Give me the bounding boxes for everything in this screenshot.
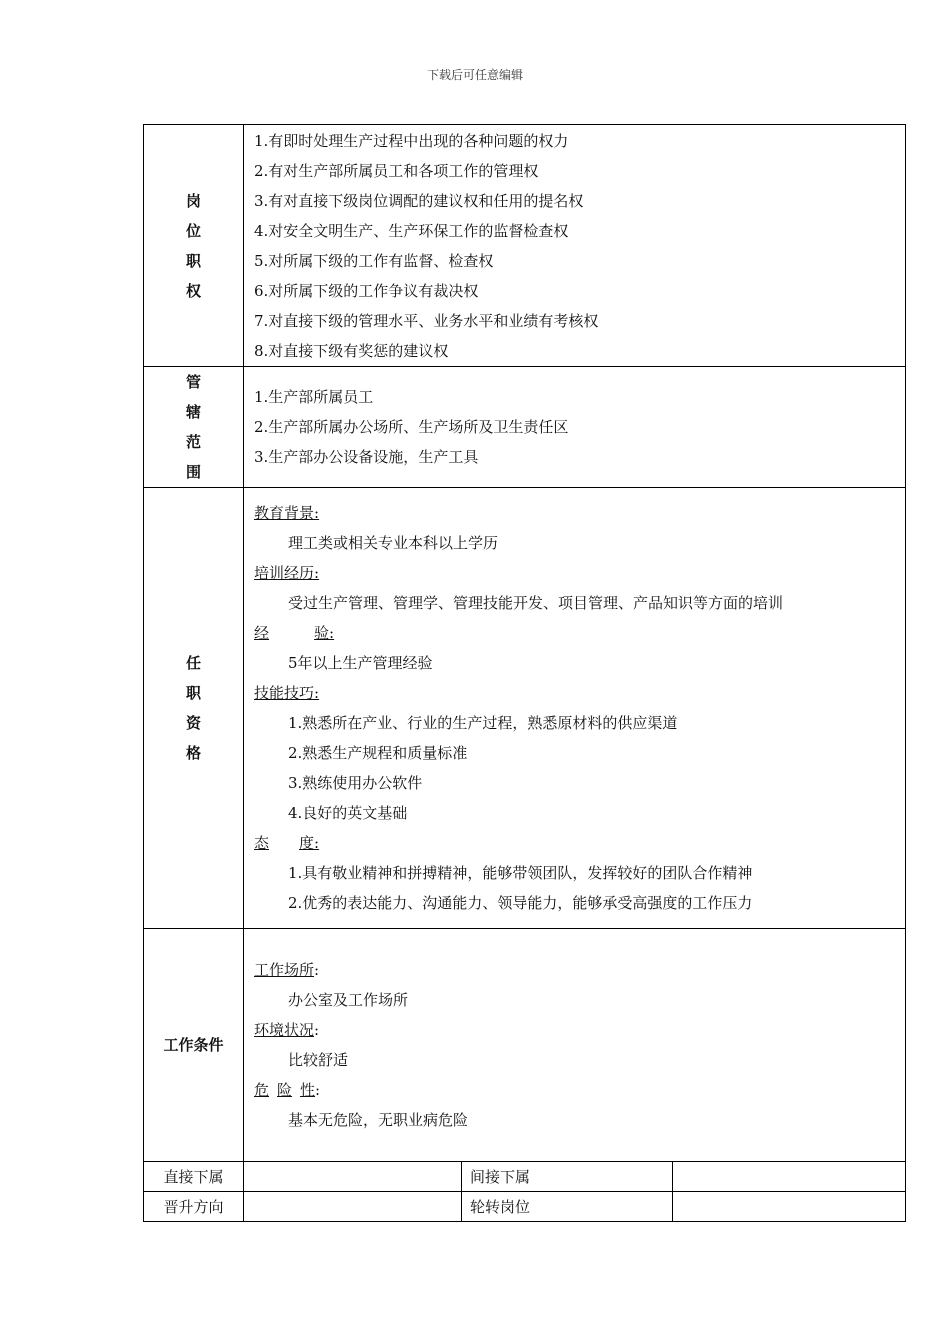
env-label: 环境状况 (254, 1021, 315, 1039)
qualification-content (244, 488, 906, 929)
scope-row (144, 367, 906, 488)
env-text: 比较舒适 (288, 1051, 349, 1069)
authority-item: 7.对直接下级的管理水平、业务水平和业绩有考核权 (254, 311, 599, 330)
indirect-sub-label: 间接下属 (462, 1162, 673, 1192)
scope-label (144, 367, 244, 488)
experience-label-b: 验 (314, 624, 330, 642)
risk-label-b: 险 (277, 1081, 293, 1099)
education-heading: 教育背景: (254, 504, 320, 522)
label-char: 任 (185, 654, 201, 672)
risk-heading: 危 险 性: (254, 1081, 321, 1099)
experience-text: 5年以上生产管理经验 (288, 654, 433, 672)
indirect-sub-value[interactable] (673, 1162, 906, 1192)
attitude-label-a: 态 (254, 834, 270, 852)
subordinates-row (144, 1162, 906, 1192)
authority-item: 6.对所属下级的工作争议有裁决权 (254, 281, 479, 300)
skills-heading: 技能技巧: (254, 684, 320, 702)
training-label: 培训经历 (254, 564, 315, 582)
attitude-item: 1.具有敬业精神和拼搏精神，能够带领团队，发挥较好的团队合作精神 (288, 864, 753, 882)
attitude-label-b: 度 (299, 834, 315, 852)
conditions-row (144, 929, 906, 1162)
place-heading: 工作场所: (254, 961, 320, 979)
env-heading: 环境状况: (254, 1021, 320, 1039)
authority-content (244, 125, 906, 367)
label-char: 职 (185, 251, 201, 270)
label-char: 资 (185, 714, 201, 732)
qualification-row (144, 488, 906, 929)
skill-item: 3.熟练使用办公软件 (288, 774, 423, 792)
authority-row (144, 125, 906, 367)
authority-item: 1.有即时处理生产过程中出现的各种问题的权力 (254, 131, 569, 150)
skills-label: 技能技巧 (254, 684, 315, 702)
direct-sub-value[interactable] (244, 1162, 462, 1192)
label-char: 权 (185, 281, 201, 300)
authority-item: 5.对所属下级的工作有监督、检查权 (254, 251, 494, 270)
label-char: 位 (185, 221, 201, 240)
conditions-label (144, 929, 244, 1162)
label-char: 职 (185, 684, 201, 702)
page-header: 下载后可任意编辑 (426, 68, 523, 82)
risk-label-a: 危 (254, 1081, 270, 1099)
skill-item: 1.熟悉所在产业、行业的生产过程，熟悉原材料的供应渠道 (288, 714, 678, 732)
authority-label (144, 125, 244, 367)
qualification-label (144, 488, 244, 929)
scope-item: 2.生产部所属办公场所、生产场所及卫生责任区 (254, 418, 569, 436)
experience-label-a: 经 (254, 624, 270, 642)
authority-item: 4.对安全文明生产、生产环保工作的监督检查权 (254, 221, 569, 240)
authority-item: 2.有对生产部所属员工和各项工作的管理权 (254, 161, 539, 180)
rotation-value[interactable] (673, 1192, 906, 1222)
attitude-heading: 态 度: (254, 834, 320, 852)
job-description-table (143, 124, 906, 1222)
attitude-item: 2.优秀的表达能力、沟通能力、领导能力，能够承受高强度的工作压力 (288, 894, 753, 912)
training-heading: 培训经历: (254, 564, 320, 582)
label-char: 管 (185, 373, 201, 391)
promotion-value[interactable] (244, 1192, 462, 1222)
label-char: 格 (185, 744, 201, 762)
direct-sub-label: 直接下属 (144, 1162, 244, 1192)
conditions-content (244, 929, 906, 1162)
label-char: 辖 (185, 403, 201, 421)
rotation-label: 轮转岗位 (462, 1192, 673, 1222)
scope-item: 3.生产部办公设备设施，生产工具 (254, 448, 479, 466)
experience-heading: 经 验: (254, 624, 335, 642)
scope-item: 1.生产部所属员工 (254, 388, 374, 406)
label-char: 围 (185, 463, 201, 481)
place-label: 工作场所 (254, 961, 315, 979)
career-row (144, 1192, 906, 1222)
education-label: 教育背景 (254, 504, 315, 522)
risk-text: 基本无危险，无职业病危险 (288, 1111, 469, 1129)
label-char: 范 (185, 433, 201, 451)
conditions-label-text: 工作条件 (163, 1036, 224, 1054)
place-text: 办公室及工作场所 (288, 991, 409, 1009)
promotion-label: 晋升方向 (144, 1192, 244, 1222)
training-text: 受过生产管理、管理学、管理技能开发、项目管理、产品知识等方面的培训 (288, 594, 784, 612)
authority-item: 3.有对直接下级岗位调配的建议权和任用的提名权 (254, 191, 584, 210)
label-char: 岗 (185, 191, 201, 210)
risk-label-c: 性 (300, 1081, 316, 1099)
scope-content (244, 367, 906, 488)
skill-item: 4.良好的英文基础 (288, 804, 408, 822)
authority-item: 8.对直接下级有奖惩的建议权 (254, 341, 449, 360)
education-text: 理工类或相关专业本科以上学历 (288, 534, 499, 552)
skill-item: 2.熟悉生产规程和质量标准 (288, 744, 468, 762)
